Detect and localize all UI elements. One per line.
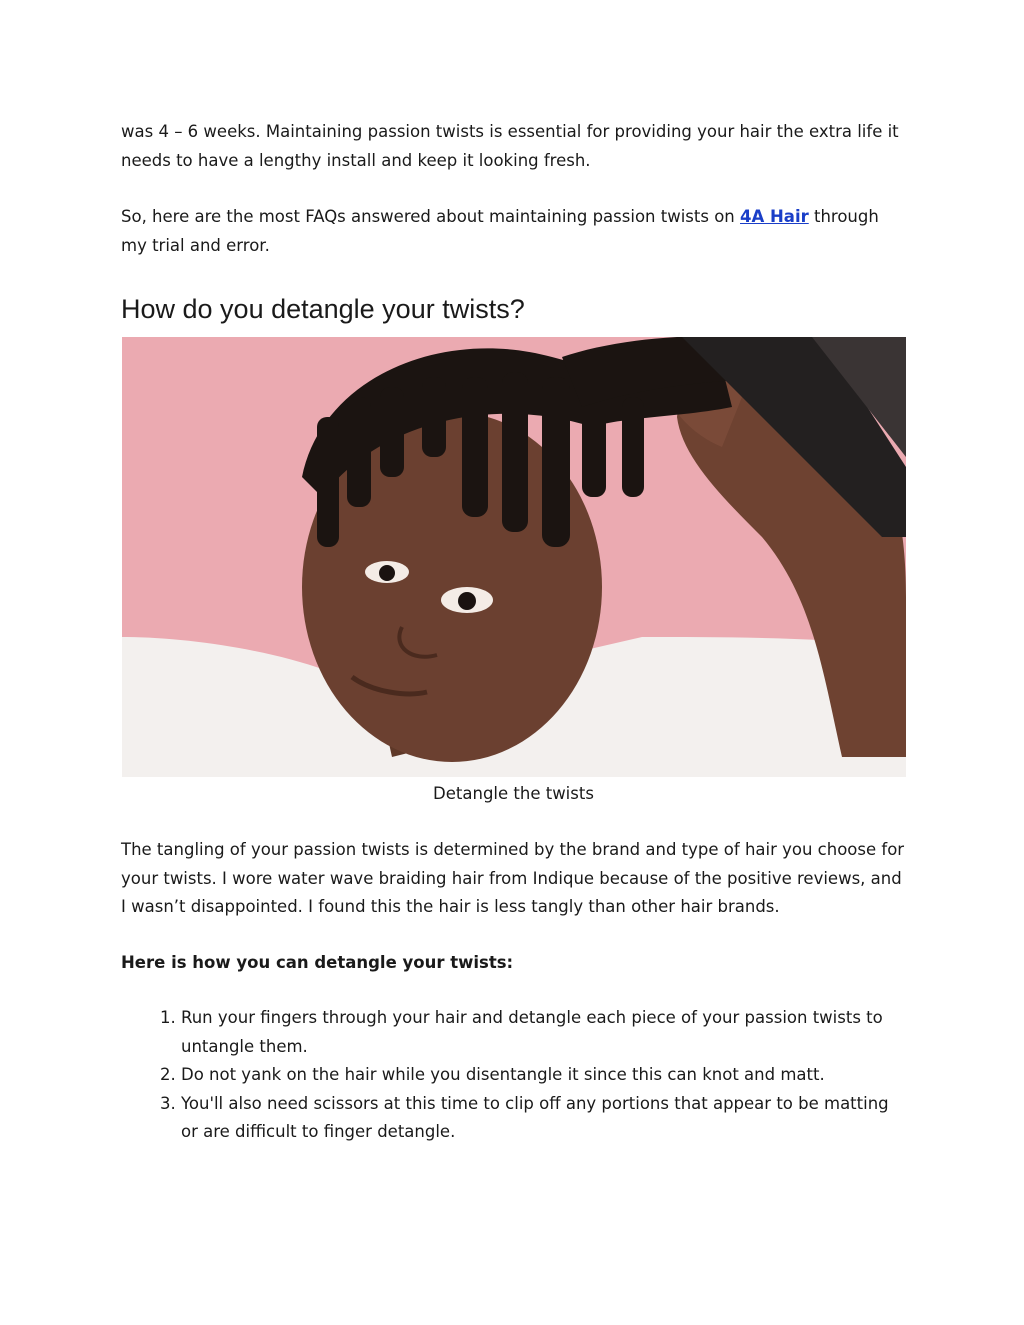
detangle-photo bbox=[122, 337, 906, 777]
4a-hair-link[interactable]: 4A Hair bbox=[740, 207, 809, 226]
section-body bbox=[121, 836, 906, 1147]
list-item: 3. You'll also need scissors at this time to clip off any portions that appear to be matting or are difficult to finger detangle. bbox=[181, 1090, 906, 1147]
intro-paragraph-1: was 4 – 6 weeks. Maintaining passion twists is essential for providing your hair the extra life it needs to have a lengthy install and keep it looking fresh. bbox=[121, 122, 899, 170]
steps-heading: Here is how you can detangle your twists: bbox=[121, 952, 514, 972]
list-item: 2. Do not yank on the hair while you disentangle it since this can knot and matt. bbox=[181, 1061, 906, 1090]
section-heading: How do you detangle your twists? bbox=[121, 294, 525, 324]
intro-paragraph-2-end: through my trial and error. bbox=[121, 207, 879, 255]
intro-paragraph-2 bbox=[121, 203, 906, 260]
photo-caption: Detangle the twists bbox=[433, 784, 594, 803]
list-item: 1. Run your fingers through your hair and detangle each piece of your passion twists to untangle them. bbox=[181, 1004, 906, 1061]
steps-list bbox=[121, 1004, 906, 1147]
document-page bbox=[121, 118, 906, 1141]
intro-paragraph-2-start: So, here are the most FAQs answered about maintaining passion twists on bbox=[121, 207, 740, 226]
tangling-paragraph: The tangling of your passion twists is determined by the brand and type of hair you choose for your twists. I wore water wave braiding hair from Indique because of the positive reviews, and I wasn’t disappointed. I found this the hair is less tangly than other hair brands. bbox=[121, 840, 905, 916]
